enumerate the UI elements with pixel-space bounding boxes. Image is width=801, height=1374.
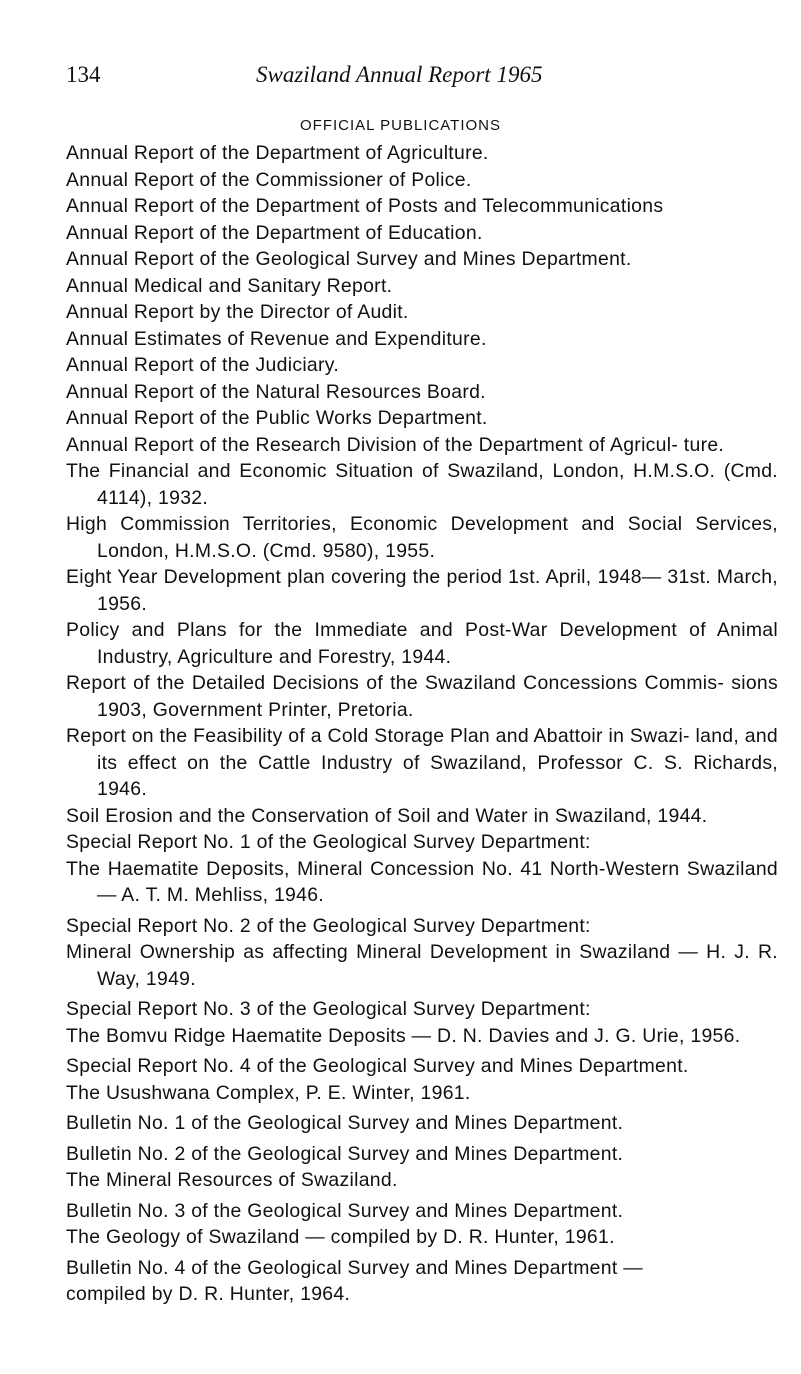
- publication-list: [66, 140, 778, 1308]
- list-item: Eight Year Development plan covering the period 1st. April, 1948— 31st. March, 1956.: [66, 566, 778, 615]
- list-item: Annual Report of the Department of Education.: [66, 221, 483, 244]
- list-item: Special Report No. 4 of the Geological Survey and Mines Department. The Usushwana Complex, P. E. Winter, 1961.: [66, 1055, 689, 1104]
- list-item: Annual Report of the Geological Survey and Mines Department.: [66, 248, 632, 270]
- list-item: Annual Report of the Natural Resources Board.: [66, 380, 486, 403]
- list-item: Annual Report by the Director of Audit.: [66, 301, 409, 323]
- list-item: Bulletin No. 4 of the Geological Survey and Mines Department — compiled by D. R. Hunter, 1964.: [66, 1256, 643, 1305]
- list-item: Bulletin No. 2 of the Geological Survey and Mines Department. The Mineral Resources of Swaziland.: [66, 1142, 624, 1191]
- list-item: Annual Report of the Department of Agriculture.: [66, 142, 489, 164]
- list-item: Annual Medical and Sanitary Report.: [66, 274, 393, 297]
- list-item: The Financial and Economic Situation of Swaziland, London, H.M.S.O. (Cmd. 4114), 1932.: [66, 460, 778, 509]
- list-item: Report of the Detailed Decisions of the Swaziland Concessions Commis- sions 1903, Government Printer, Pretoria.: [66, 672, 778, 721]
- page-number: 134: [66, 62, 101, 87]
- list-item: Annual Report of the Commissioner of Police.: [66, 168, 472, 191]
- running-title: Swaziland Annual Report 1965: [256, 62, 543, 87]
- list-item: Annual Report of the Department of Posts and Telecommunications: [66, 195, 664, 217]
- list-item: Bulletin No. 3 of the Geological Survey and Mines Department. The Geology of Swaziland — compiled by D. R. Hunter, 1961.: [66, 1199, 624, 1248]
- list-item: Special Report No. 1 of the Geological Survey Department: The Haematite Deposits, Mineral Concession No. 41 North-Western Swaziland — A. T. M. Mehliss, 1946.: [66, 831, 778, 906]
- list-item: Report on the Feasibility of a Cold Storage Plan and Abattoir in Swazi- land, and its effect on the Cattle Industry of Swaziland, Professor C. S. Richards, 1946.: [66, 725, 778, 800]
- list-item: Annual Report of the Research Division of the Department of Agricul- ture.: [66, 433, 725, 456]
- list-item: Annual Report of the Judiciary.: [66, 354, 340, 376]
- page-header: [66, 62, 726, 92]
- list-item: High Commission Territories, Economic Development and Social Services, London, H.M.S.O. (Cmd. 9580), 1955.: [66, 513, 778, 562]
- list-item: Annual Report of the Public Works Department.: [66, 407, 488, 429]
- list-item: Policy and Plans for the Immediate and Post-War Development of Animal Industry, Agriculture and Forestry, 1944.: [66, 619, 778, 668]
- list-item: Special Report No. 2 of the Geological Survey Department: Mineral Ownership as affecting Mineral Development in Swaziland — H. J. R. Way, 1949.: [66, 914, 778, 990]
- list-item: Soil Erosion and the Conservation of Soil and Water in Swaziland, 1944.: [66, 804, 708, 827]
- list-item: Special Report No. 3 of the Geological Survey Department: The Bomvu Ridge Haematite Deposits — D. N. Davies and J. G. Urie, 1956.: [66, 998, 741, 1047]
- section-title: OFFICIAL PUBLICATIONS: [299, 117, 502, 134]
- list-item: Annual Estimates of Revenue and Expenditure.: [66, 327, 487, 350]
- list-item: Bulletin No. 1 of the Geological Survey and Mines Department.: [66, 1112, 624, 1134]
